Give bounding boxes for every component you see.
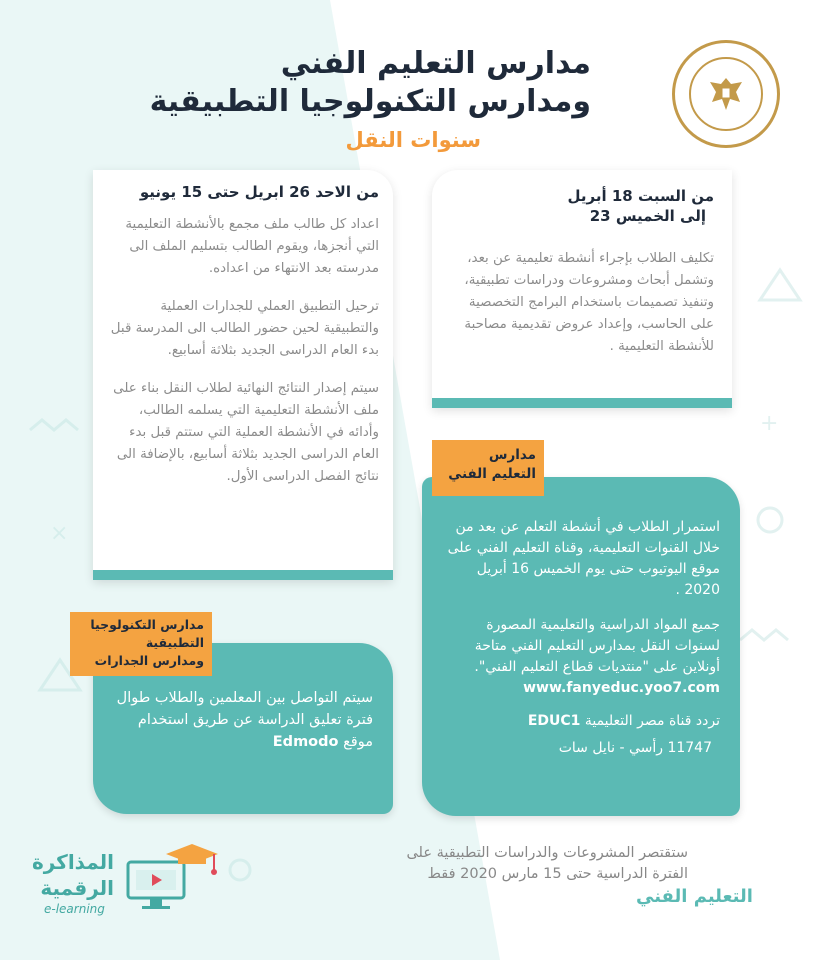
- monitor-graduation-icon: [122, 840, 222, 920]
- logo-line1: المذاكرة: [31, 850, 114, 874]
- technical-schools-content: استمرار الطلاب في أنشطة التعلم عن بعد من خلال القنوات التعليمية، وقناة التعليم الفني على موقع اليوتيوب حتى يوم الخميس 16 أبريل 2020 . جميع المواد الدراسية والتعليمية المصورة لسنوات النقل بمدارس التعليم الفني متاحة أونلاين على "منتديات قطاع التعليم الفني". www.fanyeduc.yoo7.com تردد قناة مصر التعليمية EDUC1 11747 رأسي - نايل سات: [438, 517, 720, 759]
- footer-brand: التعليم الفني: [636, 886, 753, 907]
- page-title-line1: مدارس التعليم الفني: [280, 46, 591, 81]
- page-title-line2: ومدارس التكنولوجيا التطبيقية: [149, 84, 591, 119]
- applied-tech-content: سيتم التواصل بين المعلمين والطلاب طوال فترة تعليق الدراسة عن طريق استخدام موقع Edmodo: [116, 690, 373, 750]
- technical-schools-box: [422, 477, 740, 816]
- card-strip: [432, 398, 732, 408]
- logo-line3: e-learning: [44, 902, 105, 916]
- ministry-seal: [672, 40, 780, 148]
- card-period-one-heading: من السبت 18 أبريل إلى الخميس 23: [567, 187, 714, 225]
- card-period-one: [432, 170, 732, 408]
- forum-url-link[interactable]: www.fanyeduc.yoo7.com: [523, 680, 720, 696]
- page-subtitle: سنوات النقل: [345, 128, 481, 152]
- edmodo-platform: Edmodo: [272, 734, 339, 750]
- channel-name: EDUC1: [527, 713, 581, 729]
- elearning-logo: [31, 840, 234, 920]
- card-strip: [93, 570, 393, 580]
- tag-applied-tech-schools: مدارس التكنولوجيا التطبيقية ومدارس الجدارات: [70, 612, 212, 676]
- card-period-two: [93, 170, 393, 580]
- eagle-emblem-icon: [689, 57, 763, 131]
- footer-note: ستقتصر المشروعات والدراسات التطبيقية على الفترة الدراسية حتى 15 مارس 2020 فقط: [406, 845, 688, 882]
- card-period-two-heading: من الاحد 26 ابريل حتى 15 يونيو: [139, 183, 379, 201]
- svg-text:×: ×: [50, 521, 69, 546]
- logo-line2: الرقمية: [40, 876, 114, 900]
- svg-text:+: +: [760, 411, 779, 436]
- card-period-two-body: اعداد كل طالب ملف مجمع بالأنشطة التعليمية التي أنجزها، ويقوم الطالب بتسليم الملف الى مدرسته بعد الانتهاء من اعداده. ترحيل التطبيق العملي للجدارات العملية والتطبيقية لحين حضور الطالب الى المدرسة قبل بدء العام الدراسى الجديد بثلاثة أسابيع. سيتم إصدار النتائج النهائية لطلاب النقل بناء على ملف الأنشطة التعليمية التي يسلمه الطالب، وأدائه في الأنشطة العملية التي ستتم قبل بدء العام الدراسى الجديد بثلاثة أسابيع، بالإضافة الى نتائج الفصل الدراسى الأول.: [110, 217, 379, 484]
- card-period-one-body: تكليف الطلاب بإجراء أنشطة تعليمية عن بعد، وتشمل أبحاث ومشروعات ودراسات تطبيقية، وتنفيذ تصميمات باستخدام البرامج التخصصية على الحاسب، وإعداد عروض تقديمية مصاحبة للأنشطة التعليمية .: [464, 251, 714, 354]
- tag-technical-schools: مدارس التعليم الفني: [432, 440, 544, 496]
